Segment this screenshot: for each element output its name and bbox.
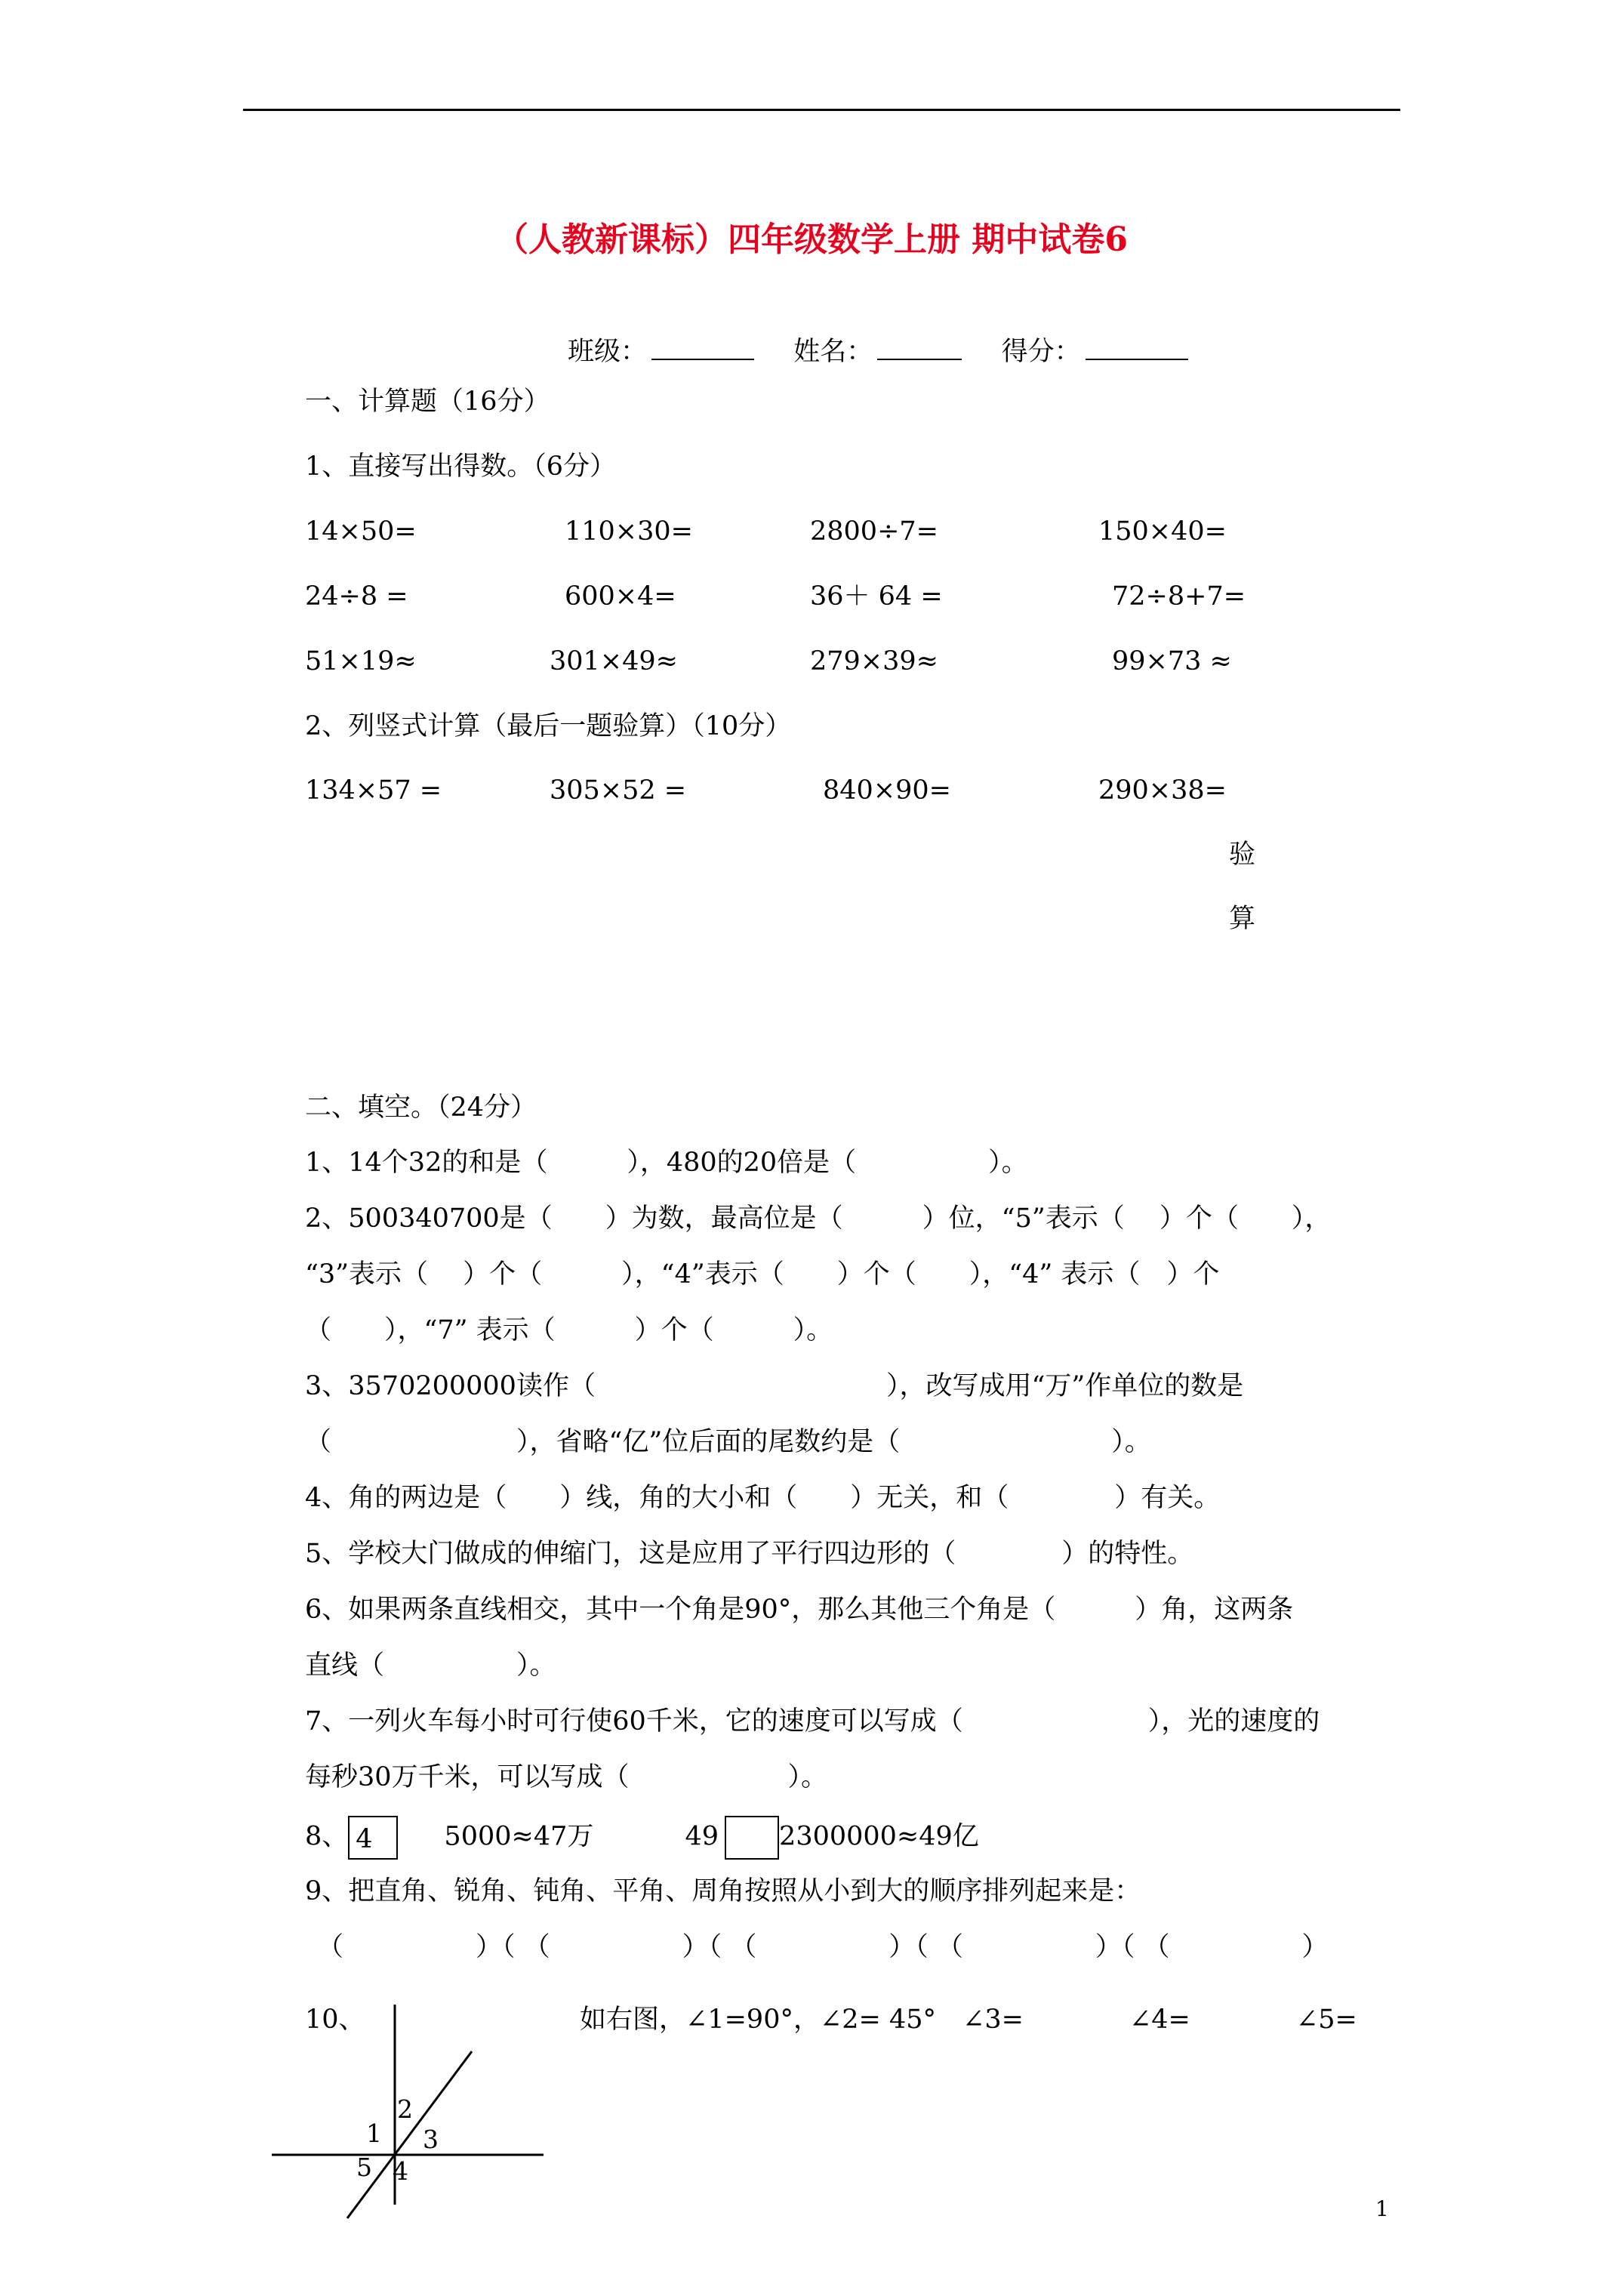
q1-label: 1、直接写出得数。（6分） xyxy=(305,451,617,482)
fill-line-8: 6、如果两条直线相交，其中一个角是90°，那么其他三个角是（ ）角，这两条 xyxy=(305,1595,1294,1625)
score-label: 得分： xyxy=(1001,337,1081,367)
q9-line-2: （ ）（ （ ）（ （ ）（ （ ）（ （ ） xyxy=(317,1932,1329,1962)
q1-r2-c0: 51×19≈ xyxy=(305,646,417,676)
q8-part2: 49 xyxy=(685,1821,719,1852)
fill-line-10: 7、一列火车每小时可行使60千米，它的速度可以写成（ ），光的速度的 xyxy=(305,1706,1320,1737)
fill-line-9: 直线（ ）。 xyxy=(305,1650,556,1681)
q1-r2-c2: 279×39≈ xyxy=(810,646,938,676)
q10-text: 如右图，∠1=90°，∠2= 45° ∠3= ∠4= ∠5= xyxy=(580,2005,1357,2035)
q1-r0-c0: 14×50= xyxy=(305,516,417,547)
check-char-1: 验 xyxy=(1229,840,1256,870)
section1-heading: 一、计算题（16分） xyxy=(305,387,550,417)
q10-label: 10、 xyxy=(305,2005,365,2035)
q8-box-2[interactable] xyxy=(725,1816,779,1860)
q2-item-1: 305×52 = xyxy=(550,775,687,806)
q1-r1-c0: 24÷8 = xyxy=(305,581,408,612)
check-char-2: 算 xyxy=(1229,904,1256,934)
class-label: 班级： xyxy=(568,337,648,367)
fill-line-0: 1、14个32的和是（ ），480的20倍是（ ）。 xyxy=(305,1148,1028,1178)
q1-r1-c1: 600×4= xyxy=(565,581,676,612)
q1-r0-c2: 2800÷7= xyxy=(810,516,938,547)
q2-item-0: 134×57 = xyxy=(305,775,442,806)
angle-label-5: 5 xyxy=(356,2153,372,2182)
q2-item-3: 290×38= xyxy=(1098,775,1227,806)
angle-label-4: 4 xyxy=(393,2156,408,2186)
q1-r2-c3: 99×73 ≈ xyxy=(1112,646,1232,676)
q2-item-2: 840×90= xyxy=(823,775,951,806)
angle-label-3: 3 xyxy=(423,2125,439,2154)
angle-label-2: 2 xyxy=(397,2094,413,2124)
fill-line-3: （ ），“7” 表示（ ）个（ ）。 xyxy=(305,1315,833,1345)
q8-line xyxy=(305,1816,979,1860)
section2-heading: 二、填空。（24分） xyxy=(305,1093,537,1123)
fill-line-7: 5、学校大门做成的伸缩门，这是应用了平行四边形的（ ）的特性。 xyxy=(305,1539,1194,1569)
q8-part3: 2300000≈49亿 xyxy=(779,1821,979,1852)
q8-box-1[interactable]: 4 xyxy=(348,1816,398,1860)
header-rule xyxy=(243,109,1400,111)
name-blank[interactable] xyxy=(877,336,962,360)
fill-line-1: 2、500340700是（ ）为数，最高位是（ ）位，“5”表示（ ）个（ ）， xyxy=(305,1203,1332,1234)
q1-r2-c1: 301×49≈ xyxy=(550,646,678,676)
fill-line-2: “3”表示（ ）个（ ），“4”表示（ ）个（ ），“4” 表示（ ）个 xyxy=(305,1259,1220,1290)
info-line xyxy=(568,336,1188,365)
page-number: 1 xyxy=(1375,2196,1389,2221)
q1-r0-c1: 110×30= xyxy=(565,516,693,547)
q1-r0-c3: 150×40= xyxy=(1098,516,1227,547)
fill-line-5: （ ），省略“亿”位后面的尾数约是（ ）。 xyxy=(305,1427,1151,1457)
fill-line-4: 3、3570200000读作（ ），改写成用“万”作单位的数是 xyxy=(305,1371,1244,1401)
q8-prefix: 8、 xyxy=(305,1821,349,1852)
q1-r1-c3: 72÷8+7= xyxy=(1112,581,1246,612)
name-label: 姓名： xyxy=(793,337,873,367)
fill-line-6: 4、角的两边是（ ）线，角的大小和（ ）无关，和（ ）有关。 xyxy=(305,1483,1221,1513)
q8-part1: 5000≈47万 xyxy=(444,1821,594,1852)
score-blank[interactable] xyxy=(1086,336,1188,360)
q2-label: 2、列竖式计算（最后一题验算）（10分） xyxy=(305,711,792,741)
angle-label-1: 1 xyxy=(366,2119,382,2148)
class-blank[interactable] xyxy=(651,336,754,360)
q9-line-1: 9、把直角、锐角、钝角、平角、周角按照从小到大的顺序排列起来是： xyxy=(305,1876,1141,1906)
q1-r1-c2: 36＋ 64 = xyxy=(810,581,943,612)
fill-line-11: 每秒30万千米，可以写成（ ）。 xyxy=(305,1762,828,1792)
page-title: （人教新课标）四年级数学上册 期中试卷6 xyxy=(495,220,1128,259)
angle-figure xyxy=(264,1993,566,2220)
